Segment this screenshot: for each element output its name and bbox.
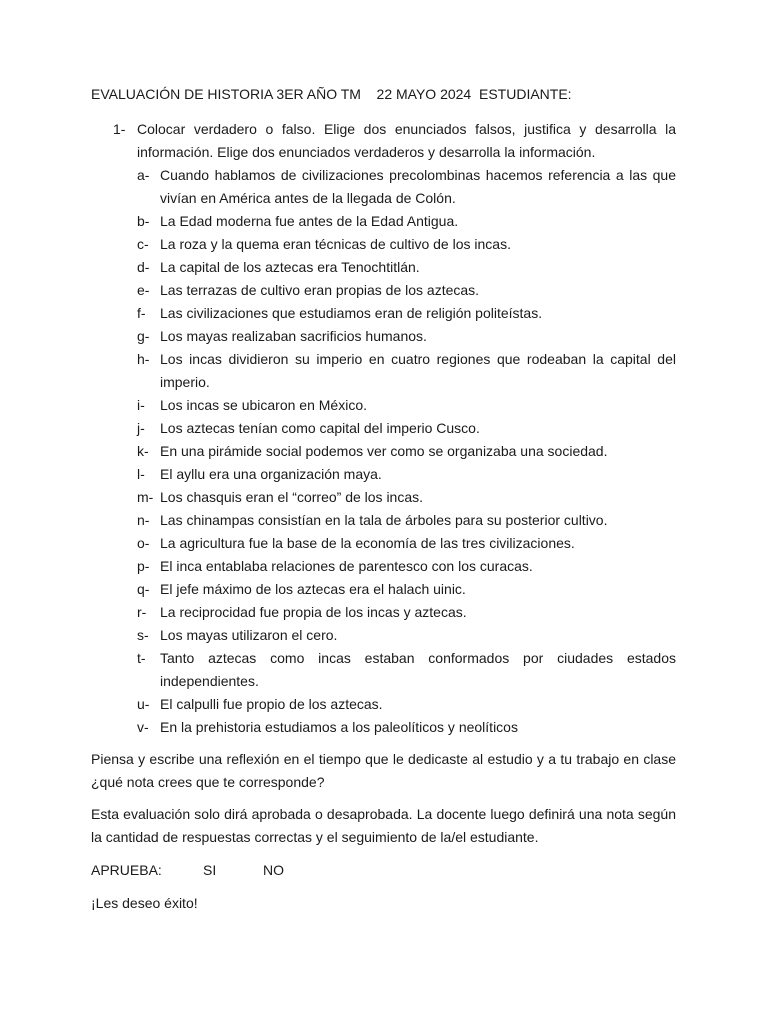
statement-item (137, 463, 676, 486)
statement-item (137, 417, 676, 440)
statement-letter: h- (137, 351, 150, 367)
statement-text: El jefe máximo de los aztecas era el halach uinic. (160, 581, 466, 597)
statement-letter: u- (137, 696, 150, 712)
statement-letter: i- (137, 397, 145, 413)
statement-letter: q- (137, 581, 150, 597)
statement-item (137, 302, 676, 325)
statement-item (137, 325, 676, 348)
statement-item (137, 394, 676, 417)
statement-letter: b- (137, 213, 150, 229)
statement-item (137, 647, 676, 693)
statement-text: El ayllu era una organización maya. (160, 466, 382, 482)
statement-letter: r- (137, 604, 147, 620)
statement-item (137, 279, 676, 302)
statement-letter: t- (137, 650, 146, 666)
statement-text: En la prehistoria estudiamos a los paleolíticos y neolíticos (160, 719, 518, 735)
exam-date: 22 MAYO 2024 (376, 86, 472, 102)
statement-item (137, 348, 676, 394)
statement-text: Los chasquis eran el “correo” de los incas. (160, 489, 424, 505)
approval-line (91, 860, 284, 880)
statement-text: Los mayas utilizaron el cero. (160, 627, 338, 643)
statement-item (137, 716, 676, 739)
statement-text: Los aztecas tenían como capital del imperio Cusco. (160, 420, 480, 436)
approval-label: APRUEBA: (91, 862, 162, 878)
statement-item (137, 578, 676, 601)
statement-item (137, 555, 676, 578)
statement-letter: c- (137, 236, 149, 252)
statement-letter: n- (137, 512, 150, 528)
statement-letter: d- (137, 259, 150, 275)
statement-text: El inca entablaba relaciones de parentesco con los curacas. (160, 558, 533, 574)
statement-item (137, 440, 676, 463)
statement-text: La Edad moderna fue antes de la Edad Antigua. (160, 213, 459, 229)
statement-item (137, 210, 676, 233)
question-number: 1- (113, 121, 126, 137)
statement-text: Las chinampas consistían en la tala de árboles para su posterior cultivo. (160, 512, 608, 528)
statement-letter: o- (137, 535, 150, 551)
statement-item (137, 693, 676, 716)
student-label: ESTUDIANTE: (479, 86, 572, 102)
statement-text: El calpulli fue propio de los aztecas. (160, 696, 383, 712)
statement-text: Los incas dividieron su imperio en cuatro regiones que rodeaban la capital del imperio. (160, 351, 676, 390)
statement-item (137, 532, 676, 555)
statement-item (137, 486, 676, 509)
statement-text: La capital de los aztecas era Tenochtitlán. (160, 259, 420, 275)
question-1 (91, 118, 676, 739)
statement-letter: j- (137, 420, 145, 436)
statement-letter: g- (137, 328, 150, 344)
statement-letter: s- (137, 627, 149, 643)
statement-text: Las terrazas de cultivo eran propias de los aztecas. (160, 282, 480, 298)
statement-text: La roza y la quema eran técnicas de cultivo de los incas. (160, 236, 511, 252)
statement-text: La agricultura fue la base de la economía de las tres civilizaciones. (160, 535, 575, 551)
statement-item (137, 164, 676, 210)
page-header (91, 85, 572, 103)
statement-text: Las civilizaciones que estudiamos eran de religión politeístas. (160, 305, 543, 321)
statement-letter: f- (137, 305, 146, 321)
statement-item (137, 233, 676, 256)
statement-text: Los mayas realizaban sacrificios humanos. (160, 328, 427, 344)
statement-item (137, 601, 676, 624)
statement-letter: v- (137, 719, 149, 735)
statement-text: Tanto aztecas como incas estaban conformados por ciudades estados independientes. (160, 650, 676, 689)
statement-item (137, 256, 676, 279)
statement-letter: l- (137, 466, 145, 482)
reflection-paragraph: Piensa y escribe una reflexión en el tiempo que le dedicaste al estudio y a tu trabajo en clase ¿qué nota crees que te corresponde? (91, 751, 676, 790)
statement-letter: k- (137, 443, 149, 459)
farewell-text: ¡Les deseo éxito! (91, 895, 198, 911)
statement-letter: a- (137, 167, 150, 183)
statement-text: Los incas se ubicaron en México. (160, 397, 367, 413)
statement-letter: m- (137, 489, 154, 505)
statement-letter: e- (137, 282, 150, 298)
statement-text: En una pirámide social podemos ver como se organizaba una sociedad. (160, 443, 608, 459)
approval-no-option[interactable]: NO (263, 862, 284, 878)
approval-yes-option[interactable]: SI (203, 862, 217, 878)
statement-text: La reciprocidad fue propia de los incas y aztecas. (160, 604, 467, 620)
statement-item (137, 624, 676, 647)
statement-item (137, 509, 676, 532)
statement-text: Cuando hablamos de civilizaciones precolombinas hacemos referencia a las que vivían en América antes de la llegada de Colón. (160, 167, 676, 206)
statement-list (137, 164, 676, 739)
statement-letter: p- (137, 558, 150, 574)
question-instruction: Colocar verdadero o falso. Elige dos enunciados falsos, justifica y desarrolla la información. Elige dos enunciados verdaderos y desarrolla la información. (137, 121, 676, 160)
exam-title: EVALUACIÓN DE HISTORIA 3ER AÑO TM (91, 86, 361, 102)
grading-note-paragraph: Esta evaluación solo dirá aprobada o desaprobada. La docente luego definirá una nota según la cantidad de respuestas correctas y el seguimiento de la/el estudiante. (91, 806, 676, 845)
